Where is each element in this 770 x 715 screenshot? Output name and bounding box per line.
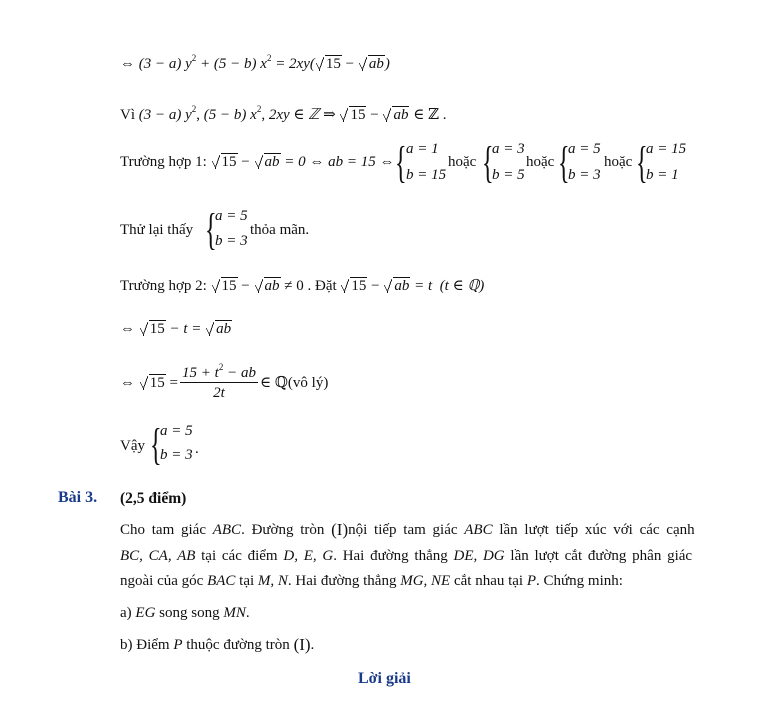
system-3-a: a = 5 <box>568 141 601 157</box>
sqrt-ab: ab <box>383 105 409 125</box>
sqrt-15: 15 <box>140 319 166 339</box>
case-1-line: Trường hợp 1: 15 − ab = 0 ⇔ ab = 15 ⇔ <box>120 154 395 170</box>
sqrt-ab: ab <box>384 276 410 296</box>
or-word: hoặc <box>604 154 633 170</box>
check-a: a = 5 <box>215 208 248 224</box>
conclusion-b: b = 3 <box>160 447 193 463</box>
sqrt-15: 15 <box>212 152 238 172</box>
system-2-a: a = 3 <box>492 141 525 157</box>
sqrt-15: 15 <box>341 276 367 296</box>
brace-symbol: { <box>636 138 648 187</box>
equation-line-1: ⇔ (3 − a) $y^2 + (5 - b) x^2 = 2xy$( 15 − ab) <box>120 53 390 72</box>
or-word: hoặc <box>448 154 477 170</box>
system-1-b: b = 15 <box>406 167 447 183</box>
conclusion-a: a = 5 <box>160 423 193 439</box>
brace-symbol: { <box>205 205 217 254</box>
check-b: b = 3 <box>215 233 248 249</box>
or-word: hoặc <box>526 154 555 170</box>
question-b: b) Điểm P thuộc đường tròn (I). <box>120 635 315 654</box>
question-a: a) EG song song MN. <box>120 605 250 621</box>
fraction-numerator: $15 + t^2$ − ab <box>182 362 256 381</box>
solution-heading: Lời giải <box>358 670 411 687</box>
system-2-b: b = 5 <box>492 167 525 183</box>
problem-text-line-1: Cho tam giác ABC. Đường tròn (I)nội tiếp tam giác ABC lần lượt tiếp xúc với các cạnh <box>120 520 695 539</box>
sqrt-ab: ab <box>255 152 281 172</box>
system-4-a: a = 15 <box>646 141 687 157</box>
problem-text-line-2: BC, CA, AB tại các điểm D, E, G. Hai đường thẳng DE, DG lần lượt cắt đường phân giác <box>120 548 693 564</box>
fraction-bar <box>180 382 258 383</box>
conclusion-label: Vậy <box>120 438 145 454</box>
case-2-line: Trường hợp 2: 15 − ab ≠ 0 . Đặt 15 − ab = t (t ∈ ℚ) <box>120 278 485 294</box>
problem-number: Bài 3. <box>58 489 98 506</box>
brace-symbol: { <box>482 138 494 187</box>
expr-part: (3 − a) y <box>138 56 192 72</box>
fraction-denominator: 2t <box>213 385 225 401</box>
brace-symbol: { <box>150 420 162 469</box>
brace-symbol: { <box>558 138 570 187</box>
equation-line-frac: ⇔ 15 = <box>120 375 178 391</box>
problem-text-line-3: ngoài của góc BAC tại M, N. Hai đường thẳng MG, NE cắt nhau tại P. Chứng minh: <box>120 573 623 589</box>
check-label: Thử lại thấy <box>120 222 194 238</box>
equation-line-t: ⇔ 15 − t = ab <box>120 321 232 337</box>
frac-tail: ∈ ℚ(vô lý) <box>260 375 329 391</box>
sqrt-ab: ab <box>359 54 385 74</box>
sqrt-15: 15 <box>212 276 238 296</box>
conclusion-dot: . <box>195 441 199 457</box>
expr-part: + (5 − b) x <box>196 56 267 72</box>
sqrt-15: 15 <box>340 105 366 125</box>
check-tail: thỏa mãn. <box>250 222 310 238</box>
equation-line-2: Vì (3 − a) $y^2$, (5 − b) $x^2$, 2xy ∈ ℤ ⇒ 15 − ab ∈ ℤ . <box>120 104 447 123</box>
sqrt-15: 15 <box>316 54 342 74</box>
problem-points: (2,5 điểm) <box>120 490 187 507</box>
sqrt-ab: ab <box>206 319 232 339</box>
system-3-b: b = 3 <box>568 167 601 183</box>
brace-symbol: { <box>395 138 407 187</box>
sqrt-ab: ab <box>255 276 281 296</box>
system-1-a: a = 1 <box>406 141 439 157</box>
iff-symbol: ⇔ <box>120 56 135 72</box>
sqrt-15: 15 <box>140 373 166 393</box>
system-4-b: b = 1 <box>646 167 679 183</box>
